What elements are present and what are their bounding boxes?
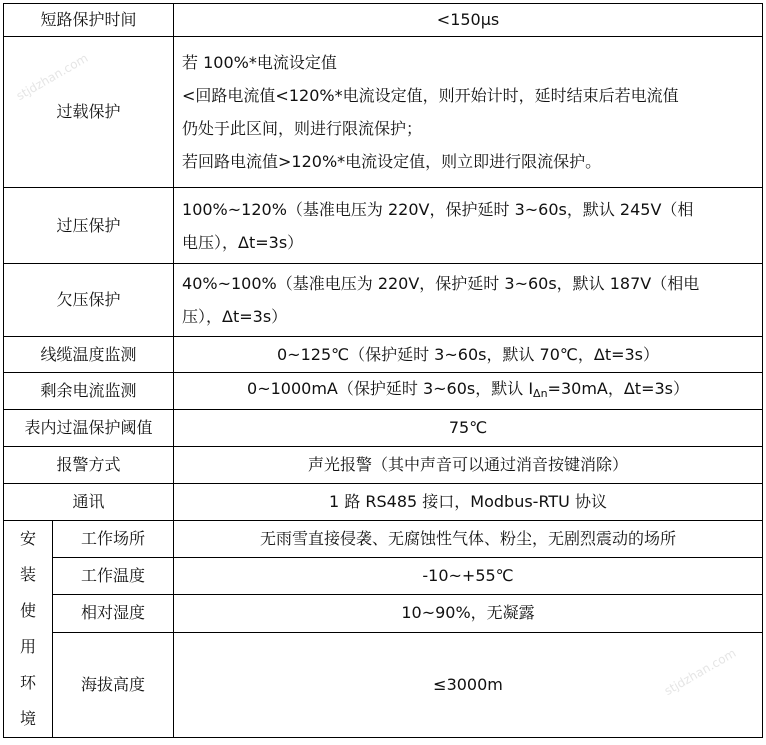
- overvoltage-line: 电压），Δt=3s）: [182, 232, 304, 252]
- env-group-char: 用: [19, 637, 36, 656]
- overload-line: 若 100%*电流设定值: [182, 53, 337, 72]
- comm-value: 1 路 RS485 接口，Modbus-RTU 协议: [174, 484, 763, 521]
- overload-value: [174, 37, 763, 188]
- humidity-label: 相对湿度: [53, 595, 174, 633]
- row-work-temp: [4, 557, 763, 595]
- residual-current-subscript: Δn: [533, 386, 548, 400]
- row-humidity: [4, 595, 763, 633]
- internal-overtemp-label: 表内过温保护阈值: [4, 410, 174, 447]
- undervoltage-line: 40%~100%（基准电压为 220V，保护延时 3~60s，默认 187V（相电: [182, 274, 700, 293]
- env-group-char: 境: [19, 709, 36, 728]
- overload-line: 若回路电流值>120%*电流设定值，则立即进行限流保护。: [182, 152, 602, 171]
- env-group-label: [4, 521, 53, 738]
- overvoltage-line: 100%~120%（基准电压为 220V，保护延时 3~60s，默认 245V（相: [182, 199, 694, 219]
- row-undervoltage: [4, 264, 763, 337]
- undervoltage-line: 压），Δt=3s）: [182, 307, 288, 326]
- internal-overtemp-value: 75℃: [174, 410, 763, 447]
- row-internal-overtemp: [4, 410, 763, 447]
- alarm-label: 报警方式: [4, 447, 174, 484]
- spec-table: [3, 3, 763, 738]
- short-circuit-label: 短路保护时间: [4, 4, 174, 37]
- overvoltage-label: 过压保护: [4, 188, 174, 264]
- watermark-right: stjdzhan.com: [661, 645, 739, 699]
- overload-line: 仍处于此区间，则进行限流保护；: [182, 119, 423, 138]
- env-group-char: 装: [19, 565, 36, 584]
- comm-label: 通讯: [4, 484, 174, 521]
- work-temp-value: -10~+55℃: [174, 557, 763, 595]
- residual-current-value-main: 0~1000mA（保护延时 3~60s，默认 I: [247, 378, 534, 398]
- cable-temp-value: 0~125℃（保护延时 3~60s，默认 70℃，Δt=3s）: [174, 337, 763, 373]
- humidity-value: 10~90%，无凝露: [174, 595, 763, 633]
- overvoltage-value: [174, 188, 763, 264]
- undervoltage-value: [174, 264, 763, 337]
- row-altitude: [4, 632, 763, 737]
- row-short-circuit: [4, 4, 763, 37]
- row-comm: [4, 484, 763, 521]
- row-overload: [4, 37, 763, 188]
- cable-temp-label: 线缆温度监测: [4, 337, 174, 373]
- workplace-label: 工作场所: [53, 521, 174, 558]
- env-group-char: 环: [19, 673, 36, 692]
- undervoltage-label: 欠压保护: [4, 264, 174, 337]
- altitude-label: 海拔高度: [53, 632, 174, 737]
- row-cable-temp: [4, 337, 763, 373]
- residual-current-value-tail: =30mA，Δt=3s）: [547, 378, 689, 398]
- overload-line: <回路电流值<120%*电流设定值，则开始计时，延时结束后若电流值: [182, 86, 679, 105]
- watermark-left: stjdzhan.com: [13, 50, 91, 104]
- env-group-char: 使: [19, 601, 36, 620]
- residual-current-label: 剩余电流监测: [4, 373, 174, 410]
- row-overvoltage: [4, 188, 763, 264]
- short-circuit-value: <150μs: [174, 4, 763, 37]
- row-residual-current: [4, 373, 763, 410]
- overload-label: 过载保护: [4, 37, 174, 188]
- workplace-value: 无雨雪直接侵袭、无腐蚀性气体、粉尘，无剧烈震动的场所: [174, 521, 763, 558]
- env-group-char: 安: [19, 529, 36, 548]
- work-temp-label: 工作温度: [53, 557, 174, 595]
- alarm-value: 声光报警（其中声音可以通过消音按键消除）: [174, 447, 763, 484]
- altitude-value: ≤3000m: [174, 632, 763, 737]
- row-alarm: [4, 447, 763, 484]
- residual-current-value: [174, 373, 763, 410]
- row-workplace: [4, 521, 763, 558]
